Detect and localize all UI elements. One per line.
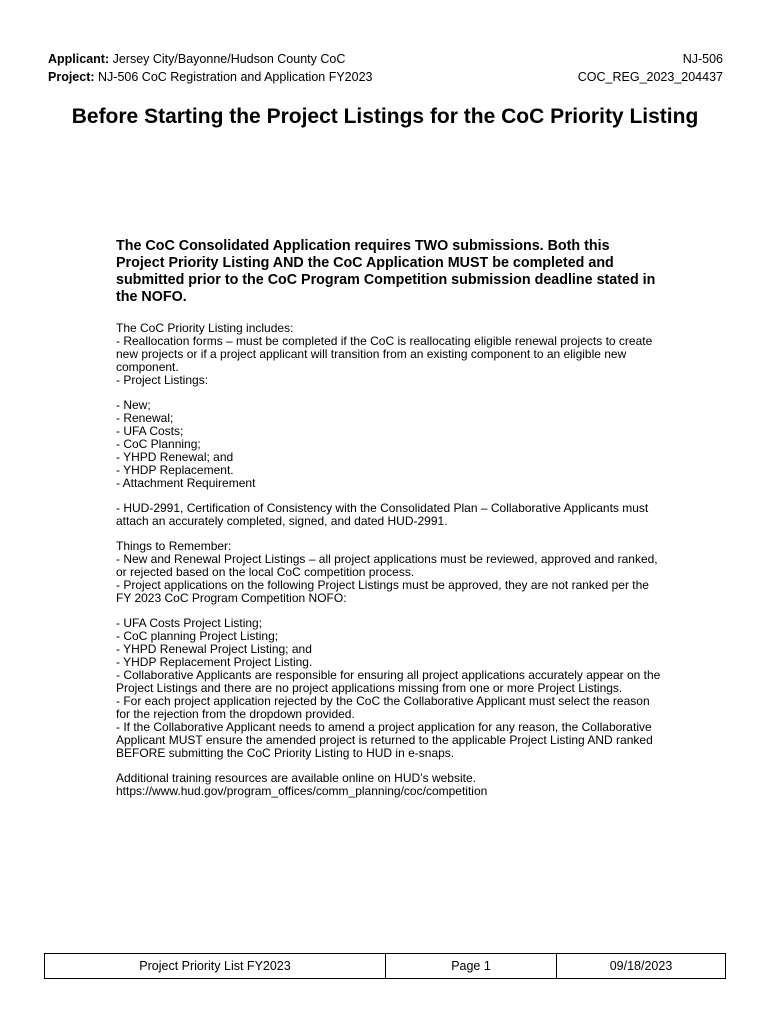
list-item: - Renewal; (116, 411, 174, 425)
coc-code: NJ-506 (682, 52, 723, 66)
page-header (48, 50, 723, 86)
list-item: - UFA Costs; (116, 424, 184, 438)
list-item: - UFA Costs Project Listing; (116, 616, 263, 630)
list-item: - YHPD Renewal Project Listing; and (116, 642, 312, 656)
page-footer (44, 953, 726, 979)
things-title: Things to Remember: (116, 539, 232, 553)
applicant-label: Applicant: (48, 52, 110, 66)
includes-title: The CoC Priority Listing includes: (116, 321, 294, 335)
list-item: - CoC planning Project Listing; (116, 629, 279, 643)
things-item: - New and Renewal Project Listings – all project applications must be reviewed, approved and ranked, or rejected based on the local CoC competition process. (116, 552, 658, 579)
project-value: NJ-506 CoC Registration and Application FY2023 (98, 70, 373, 84)
things-item: - Project applications on the following Project Listings must be approved, they are not ranked per the FY 2023 CoC Program Competition NOFO: (116, 578, 649, 605)
project-line (48, 68, 373, 86)
footer-doc-name: Project Priority List FY2023 (45, 954, 386, 978)
hud2991-text: - HUD-2991, Certification of Consistency with the Consolidated Plan – Collaborative Applicants must attach an accurately completed, signed, and dated HUD-2991. (116, 501, 649, 528)
registration-id: COC_REG_2023_204437 (577, 70, 723, 84)
collab-item: - For each project application rejected by the CoC the Collaborative Applicant must select the reason for the rejection from the dropdown provided. (116, 694, 650, 721)
project-listings-text: - Project Listings: (116, 373, 209, 387)
list-item: - Attachment Requirement (116, 476, 256, 490)
list-item: - YHDP Replacement Project Listing. (116, 655, 313, 669)
reallocation-text: - Reallocation forms – must be completed if the CoC is reallocating eligible renewal projects to create new projects or if a project applicant will transition from an existing component to an eligible new component. (116, 334, 653, 374)
applicant-line (48, 50, 345, 68)
training-url: https://www.hud.gov/program_offices/comm_planning/coc/competition (116, 784, 488, 798)
collab-item: - If the Collaborative Applicant needs to amend a project application for any reason, the Collaborative Applicant MUST ensure the amended project is returned to the applicable Project Listing AND ranked BEFORE submitting the CoC Priority Listing to HUD in e-snaps. (116, 720, 653, 760)
instructions-body (116, 322, 661, 798)
intro-paragraph: The CoC Consolidated Application requires TWO submissions. Both this Project Priority Listing AND the CoC Application MUST be completed and submitted prior to the CoC Program Competition submission deadline stated in the NOFO. (116, 238, 656, 305)
list-item: - YHPD Renewal; and (116, 450, 234, 464)
applicant-value: Jersey City/Bayonne/Hudson County CoC (112, 52, 346, 66)
list-item: - New; (116, 398, 151, 412)
project-label: Project: (48, 70, 95, 84)
list-item: - YHDP Replacement. (116, 463, 234, 477)
footer-date: 09/18/2023 (609, 959, 673, 973)
page-title: Before Starting the Project Listings for the CoC Priority Listing (71, 105, 699, 128)
list-item: - CoC Planning; (116, 437, 201, 451)
footer-page-number: Page 1 (386, 954, 557, 978)
training-text: Additional training resources are available online on HUD’s website. (116, 771, 476, 785)
collab-item: - Collaborative Applicants are responsible for ensuring all project applications accurately appear on the Project Listings and there are no project applications missing from one or more Project Listings. (116, 668, 661, 695)
